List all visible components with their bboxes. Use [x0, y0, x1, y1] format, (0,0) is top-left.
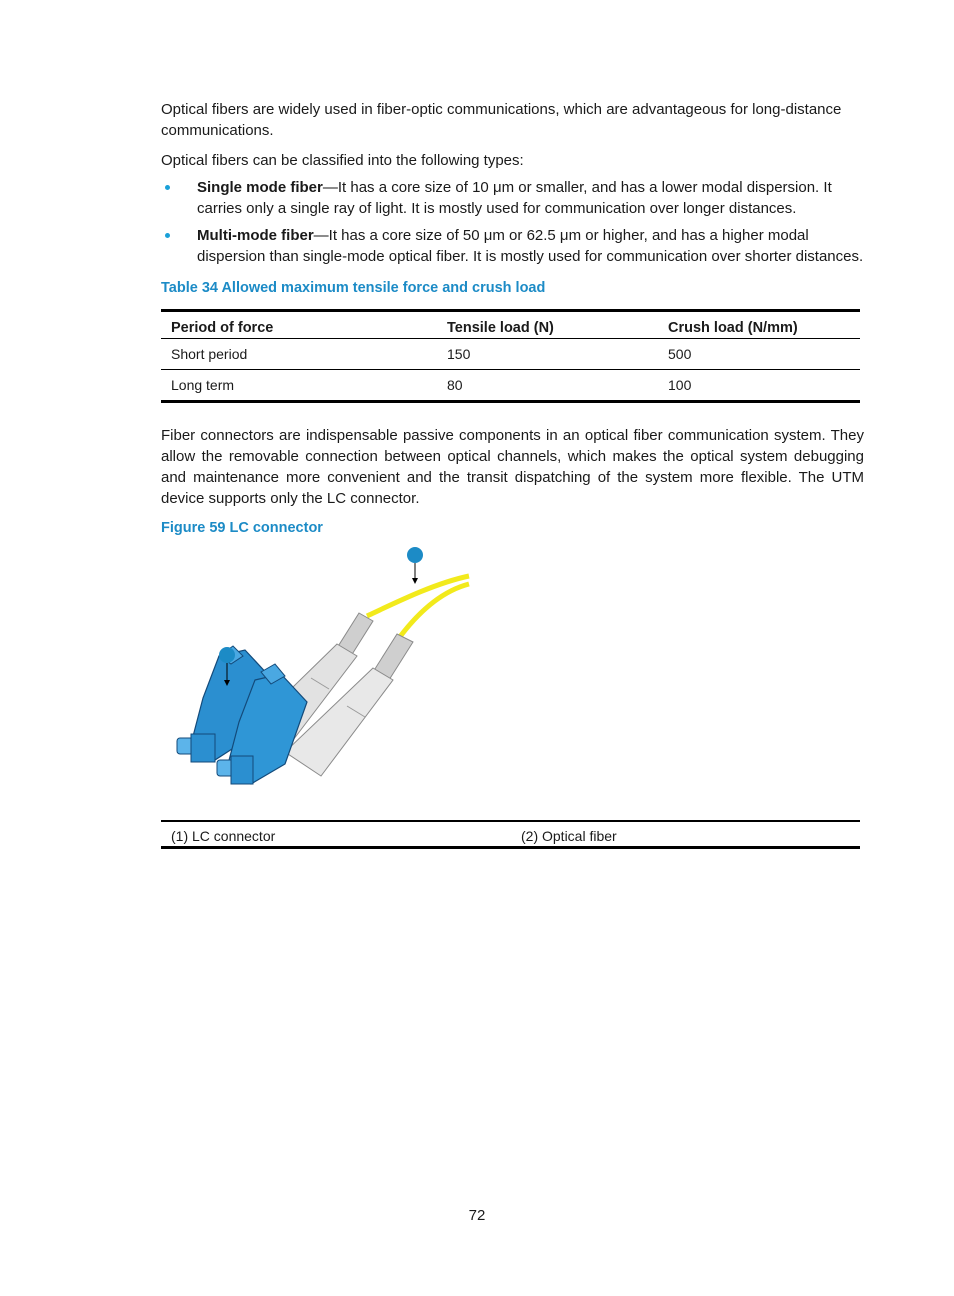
list-item-term: Multi-mode fiber	[197, 227, 314, 244]
optical-fiber-lower	[399, 584, 469, 638]
table-row	[161, 339, 860, 370]
legend-item: (1) LC connector	[171, 828, 276, 844]
table-caption: Table 34 Allowed maximum tensile force and crush load	[161, 280, 546, 296]
types-intro-paragraph: Optical fibers can be classified into the following types:	[161, 152, 524, 169]
table-cell: 150	[447, 345, 471, 362]
fiber-type-list	[161, 177, 864, 267]
list-item	[161, 177, 864, 219]
bullet-icon	[165, 233, 170, 238]
table-header-cell: Tensile load (N)	[447, 320, 554, 336]
table-cell: Short period	[171, 345, 248, 362]
callout-2-marker	[407, 547, 423, 563]
page-number: 72	[468, 1207, 486, 1224]
bullet-icon	[165, 185, 170, 190]
table-header-cell: Crush load (N/mm)	[668, 320, 798, 336]
table-header-cell: Period of force	[171, 320, 274, 336]
intro-paragraph: Optical fibers are widely used in fiber-optic communications, which are advantageous for long-distance communications.	[161, 101, 842, 139]
callout-1-marker	[219, 647, 235, 663]
figure-legend	[161, 820, 860, 849]
list-item-text: —It has a core size of 50 μm or 62.5 μm or higher, and has a higher modal dispersion than single-mode optical fiber. It is mostly used for communication over shorter distances.	[197, 227, 864, 265]
table-header-row	[161, 311, 860, 339]
figure-caption: Figure 59 LC connector	[161, 520, 323, 536]
optical-fiber-upper	[367, 576, 469, 616]
tensile-force-table	[161, 309, 860, 403]
connectors-paragraph: Fiber connectors are indispensable passive components in an optical fiber communication system. They allow the removable connection between optical channels, which makes the optical system debugging and maintenance more convenient and the transit dispatching of the system more flexible. The UTM device supports only the LC connector.	[161, 427, 864, 507]
document-page	[161, 99, 864, 849]
legend-row	[161, 821, 860, 848]
table-cell: 100	[668, 376, 692, 393]
table-cell: Long term	[171, 376, 235, 393]
table-cell: 80	[447, 376, 463, 393]
lc-connector-figure	[161, 538, 860, 820]
list-item	[161, 225, 864, 267]
lc-connector-illustration	[161, 538, 860, 820]
legend-item: (2) Optical fiber	[521, 828, 617, 844]
callout-2-arrowhead	[412, 578, 418, 584]
list-item-term: Single mode fiber	[197, 179, 323, 196]
table-cell: 500	[668, 345, 692, 362]
list-item-text: —It has a core size of 10 μm or smaller, and has a lower modal dispersion. It carries only a single ray of light. It is mostly used for communication over longer distances.	[197, 179, 832, 217]
table-row	[161, 370, 860, 402]
